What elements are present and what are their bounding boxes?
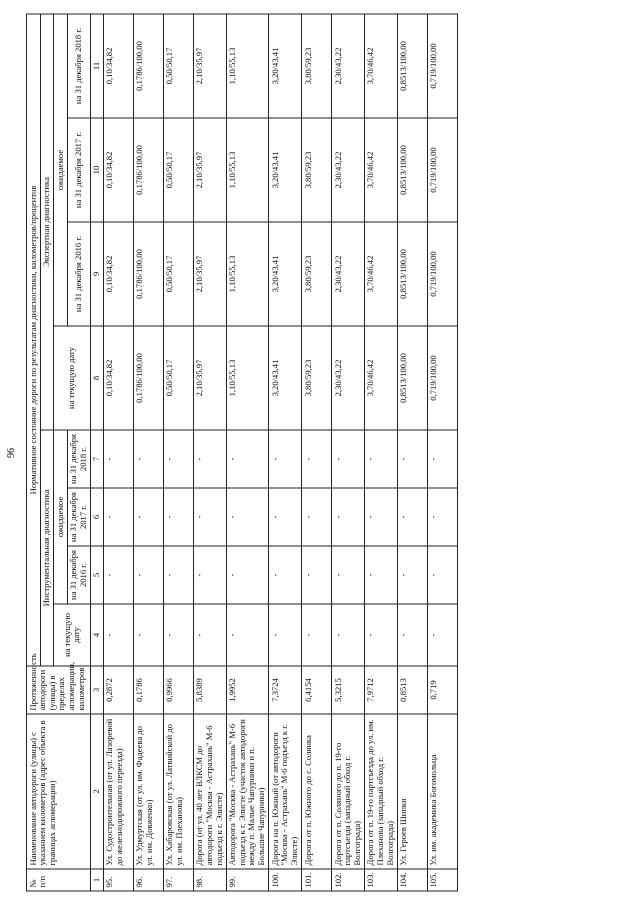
road-length: 0,1786 — [133, 666, 163, 714]
expert-2017-value: 0,8513/100,00 — [397, 118, 427, 222]
header-expert-2018: на 31 декабря 2018 г. — [67, 13, 90, 117]
expert-2018-value: 2,30/43,22 — [332, 13, 365, 117]
header-instr-2016: на 31 декабря 2016 г. — [67, 546, 90, 604]
expert-2016-value: 0,8513/100,00 — [397, 222, 427, 326]
instr-2018-value: - — [226, 430, 269, 488]
instr-2016-value: - — [397, 546, 427, 604]
road-name: Дорога от п. Соляного до п. 19-го партсъезда (западный обход г. Волгограда) — [332, 714, 365, 869]
instr-current-value: - — [269, 604, 302, 666]
header-instr-2017: на 31 декабря 2017 г. — [67, 488, 90, 546]
expert-2018-value: 0,1786/100,00 — [133, 13, 163, 117]
instr-2018-value: - — [163, 430, 193, 488]
header-instrumental: Инструментальная диагностика — [40, 430, 54, 666]
expert-current-value: 0,8513/100,00 — [397, 326, 427, 430]
expert-2016-value: 2,30/43,22 — [332, 222, 365, 326]
instr-2018-value: - — [397, 430, 427, 488]
column-number: 10 — [91, 118, 104, 222]
instr-2018-value: - — [103, 430, 133, 488]
table-row — [226, 13, 269, 890]
instr-current-value: - — [332, 604, 365, 666]
header-expert-expected: ожидаемое — [54, 13, 68, 325]
column-number: 8 — [91, 326, 104, 430]
table-row — [332, 13, 365, 890]
instr-2017-value: - — [427, 488, 457, 546]
expert-2016-value: 3,80/59,23 — [302, 222, 332, 326]
row-number: 103. — [364, 869, 397, 891]
road-name: Дорога от п. 19-го партсъезда до ул. им. Плеханова (западный обход г. Волгограда) — [364, 714, 397, 869]
table-row — [193, 13, 226, 890]
road-condition-table — [26, 13, 458, 891]
road-name: Автодорога "Москва - Астрахань" М-6 подъезд к г. Элисте (участок автодороги между п. Малые Чапурники и п. Большие Чапурники) — [226, 714, 269, 869]
header-instr-current: на текущую дату — [54, 604, 91, 666]
row-number: 101. — [302, 869, 332, 891]
expert-2016-value: 0,10/34,82 — [103, 222, 133, 326]
expert-2018-value: 0,10/34,82 — [103, 13, 133, 117]
instr-2017-value: - — [332, 488, 365, 546]
instr-current-value: - — [133, 604, 163, 666]
table-row — [397, 13, 427, 890]
expert-2017-value: 0,719/100,00 — [427, 118, 457, 222]
instr-current-value: - — [397, 604, 427, 666]
header-length: Протяженность автодороги (улицы) в пределах агломерации, километров — [27, 666, 91, 714]
instr-2018-value: - — [269, 430, 302, 488]
instr-2017-value: - — [364, 488, 397, 546]
instr-2018-value: - — [332, 430, 365, 488]
road-name: Ул. Удмуртская (от ул. им. Фадеева до ул. им. Довженко) — [133, 714, 163, 869]
row-number: 104. — [397, 869, 427, 891]
instr-current-value: - — [193, 604, 226, 666]
expert-current-value: 0,719/100,00 — [427, 326, 457, 430]
expert-2017-value: 2,10/35,97 — [193, 118, 226, 222]
expert-2017-value: 0,10/34,82 — [103, 118, 133, 222]
instr-2018-value: - — [427, 430, 457, 488]
row-number: 105. — [427, 869, 457, 891]
expert-current-value: 3,80/59,23 — [302, 326, 332, 430]
expert-current-value: 1,10/55,13 — [226, 326, 269, 430]
row-number: 100. — [269, 869, 302, 891]
table-row — [302, 13, 332, 890]
expert-2017-value: 2,30/43,22 — [332, 118, 365, 222]
instr-2016-value: - — [163, 546, 193, 604]
instr-2017-value: - — [302, 488, 332, 546]
instr-2016-value: - — [226, 546, 269, 604]
table-row — [163, 13, 193, 890]
road-length: 7,3724 — [269, 666, 302, 714]
instr-current-value: - — [103, 604, 133, 666]
instr-2018-value: - — [364, 430, 397, 488]
column-number: 1 — [91, 869, 104, 891]
expert-2018-value: 3,70/46,42 — [364, 13, 397, 117]
road-length: 0,8513 — [397, 666, 427, 714]
road-length: 1,9952 — [226, 666, 269, 714]
expert-2017-value: 1,10/55,13 — [226, 118, 269, 222]
road-length: 0,9966 — [163, 666, 193, 714]
expert-current-value: 2,30/43,22 — [332, 326, 365, 430]
column-numbers-row — [91, 13, 104, 890]
road-length: 0,2872 — [103, 666, 133, 714]
header-expert-current: на текущую дату — [54, 326, 91, 430]
row-number: 98. — [193, 869, 226, 891]
header-expert-2016: на 31 декабря 2016 г. — [67, 222, 90, 326]
road-length: 6,4154 — [302, 666, 332, 714]
expert-2016-value: 2,10/35,97 — [193, 222, 226, 326]
header-name: Наименование автодороги (улицы) с указанием километров (адрес объекта в границах агломерации) — [27, 714, 91, 869]
expert-2018-value: 0,8513/100,00 — [397, 13, 427, 117]
header-expert: Экспертная диагностика — [40, 13, 54, 429]
expert-current-value: 3,70/46,42 — [364, 326, 397, 430]
expert-2017-value: 0,1786/100,00 — [133, 118, 163, 222]
instr-2017-value: - — [226, 488, 269, 546]
instr-current-value: - — [364, 604, 397, 666]
row-number: 102. — [332, 869, 365, 891]
road-name: Ул. Судостроительная (от ул. Лазоревой до железнодорожного переезда) — [103, 714, 133, 869]
header-expert-2017: на 31 декабря 2017 г. — [67, 118, 90, 222]
expert-2017-value: 3,70/46,42 — [364, 118, 397, 222]
column-number: 2 — [91, 714, 104, 869]
instr-2017-value: - — [103, 488, 133, 546]
expert-2018-value: 3,20/43,41 — [269, 13, 302, 117]
instr-2016-value: - — [133, 546, 163, 604]
expert-2016-value: 0,1786/100,00 — [133, 222, 163, 326]
column-number: 4 — [91, 604, 104, 666]
expert-2018-value: 0,719/100,00 — [427, 13, 457, 117]
expert-2016-value: 3,20/43,41 — [269, 222, 302, 326]
road-length: 0,719 — [427, 666, 457, 714]
instr-2018-value: - — [193, 430, 226, 488]
instr-current-value: - — [163, 604, 193, 666]
expert-2017-value: 0,50/50,17 — [163, 118, 193, 222]
road-name: Ул. им. академика Богомольца — [427, 714, 457, 869]
road-length: 5,3215 — [332, 666, 365, 714]
expert-2018-value: 3,80/59,23 — [302, 13, 332, 117]
expert-2018-value: 2,10/35,97 — [193, 13, 226, 117]
column-number: 3 — [91, 666, 104, 714]
row-number: 96. — [133, 869, 163, 891]
expert-current-value: 0,1786/100,00 — [133, 326, 163, 430]
instr-2018-value: - — [133, 430, 163, 488]
table-row — [364, 13, 397, 890]
instr-current-value: - — [226, 604, 269, 666]
expert-2016-value: 3,70/46,42 — [364, 222, 397, 326]
table-row — [269, 13, 302, 890]
instr-2016-value: - — [302, 546, 332, 604]
header-instr-2018: на 31 декабря 2018 г. — [67, 430, 90, 488]
expert-current-value: 0,10/34,82 — [103, 326, 133, 430]
instr-2017-value: - — [133, 488, 163, 546]
instr-2016-value: - — [427, 546, 457, 604]
header-normative: Нормативное состояние дороги по результатам диагностики, километров/процентов — [27, 13, 41, 665]
road-name: Дорога от п. Южного до с. Солянка — [302, 714, 332, 869]
instr-2017-value: - — [269, 488, 302, 546]
road-length: 5,8389 — [193, 666, 226, 714]
expert-2018-value: 0,50/50,17 — [163, 13, 193, 117]
expert-2016-value: 0,719/100,00 — [427, 222, 457, 326]
table-row — [427, 13, 457, 890]
table-row — [133, 13, 163, 890]
row-number: 97. — [163, 869, 193, 891]
column-number: 11 — [91, 13, 104, 117]
expert-2016-value: 0,50/50,17 — [163, 222, 193, 326]
instr-2016-value: - — [103, 546, 133, 604]
instr-2017-value: - — [397, 488, 427, 546]
road-length: 7,9712 — [364, 666, 397, 714]
instr-2018-value: - — [302, 430, 332, 488]
column-number: 7 — [91, 430, 104, 488]
header-instr-expected: ожидаемое — [54, 430, 68, 604]
instr-2017-value: - — [163, 488, 193, 546]
expert-current-value: 0,50/50,17 — [163, 326, 193, 430]
column-number: 6 — [91, 488, 104, 546]
instr-2017-value: - — [193, 488, 226, 546]
expert-2016-value: 1,10/55,13 — [226, 222, 269, 326]
instr-2016-value: - — [332, 546, 365, 604]
road-name: Дорога на п. Южный (от автодороги "Москва - Астрахань" М-6 подъезд к г. Элисте) — [269, 714, 302, 869]
expert-2017-value: 3,80/59,23 — [302, 118, 332, 222]
instr-2016-value: - — [269, 546, 302, 604]
instr-2016-value: - — [193, 546, 226, 604]
road-name: Ул. Хабаровская (от ул. Латвийской до ул. им. Плеханова) — [163, 714, 193, 869]
row-number: 99. — [226, 869, 269, 891]
road-name: Ул. Героев Шипки — [397, 714, 427, 869]
expert-2017-value: 3,20/43,41 — [269, 118, 302, 222]
instr-current-value: - — [302, 604, 332, 666]
header-num: № п/п — [27, 869, 91, 891]
column-number: 9 — [91, 222, 104, 326]
instr-2016-value: - — [364, 546, 397, 604]
page-number: 96 — [6, 447, 17, 458]
expert-2018-value: 1,10/55,13 — [226, 13, 269, 117]
instr-current-value: - — [427, 604, 457, 666]
column-number: 5 — [91, 546, 104, 604]
expert-current-value: 3,20/43,41 — [269, 326, 302, 430]
row-number: 95. — [103, 869, 133, 891]
road-name: Дорога (от ул. 40 лет ВЛКСМ до автодороги "Москва - Астрахань" М-6 подъезд к г. Элисте) — [193, 714, 226, 869]
expert-current-value: 2,10/35,97 — [193, 326, 226, 430]
table-row — [103, 13, 133, 890]
